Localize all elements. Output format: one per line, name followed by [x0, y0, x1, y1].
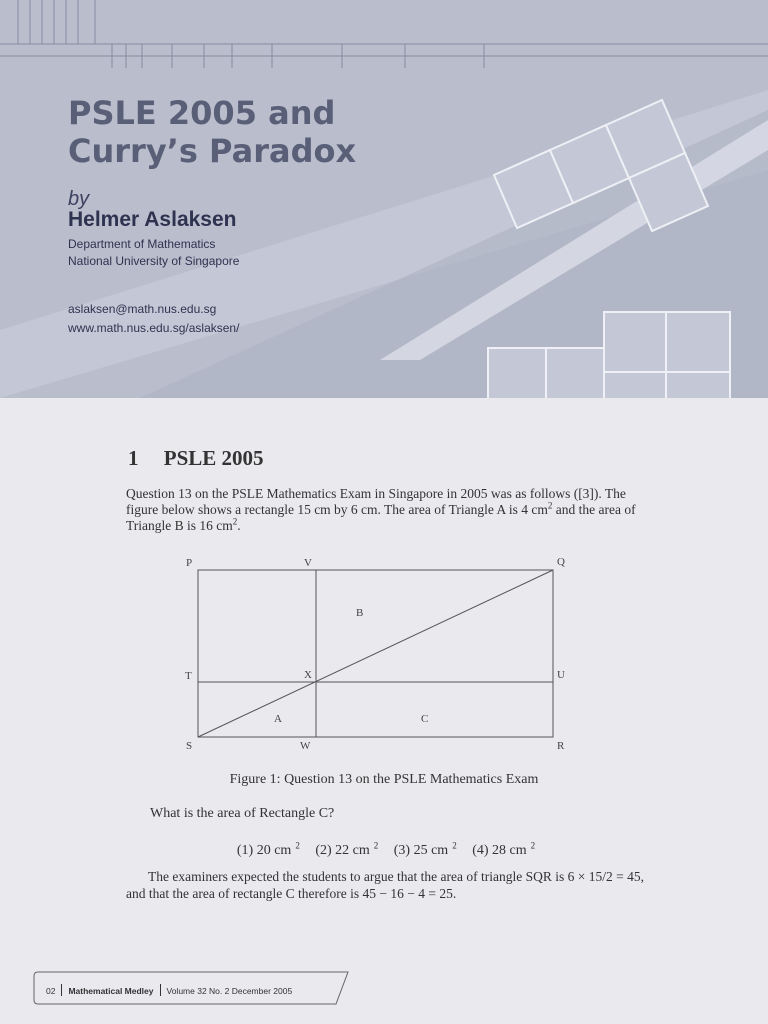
answer-options — [0, 840, 768, 859]
label-P: P — [186, 557, 193, 569]
option-label: (4) 28 cm — [472, 843, 527, 858]
superscript: 2 — [452, 840, 457, 851]
section-number: 1 — [128, 446, 139, 470]
page-footer — [32, 966, 352, 1008]
option-1 — [233, 840, 300, 858]
homepage-link[interactable]: www.math.nus.edu.sg/aslaksen/ — [68, 321, 240, 335]
label-A: A — [274, 713, 282, 725]
department: Department of Mathematics — [68, 237, 216, 251]
label-T: T — [185, 670, 192, 682]
option-3 — [390, 840, 457, 858]
option-2 — [311, 840, 379, 858]
label-S: S — [186, 740, 193, 752]
section-heading — [128, 446, 264, 471]
label-R: R — [557, 740, 565, 752]
decorative-background — [0, 0, 768, 398]
label-Q: Q — [557, 556, 565, 568]
article-title: PSLE 2005 and Curry’s Paradox — [68, 94, 357, 170]
section-title: PSLE 2005 — [163, 446, 264, 470]
label-B: B — [356, 607, 364, 619]
para1-text: and the area of Triangle B is 16 cm — [126, 502, 636, 533]
issue-info: Volume 32 No. 2 December 2005 — [166, 986, 293, 996]
footer-text — [46, 984, 292, 996]
footer-divider — [160, 984, 161, 996]
header-banner — [0, 0, 768, 398]
page-number: 02 — [46, 986, 56, 996]
byline: by — [68, 188, 90, 210]
contact-info — [68, 300, 239, 338]
footer-divider — [61, 984, 62, 996]
label-U: U — [557, 669, 565, 681]
option-label: (2) 22 cm — [315, 843, 370, 858]
para2-text: The examiners expected the students to argue that the area of triangle SQR is 6 × 15/2 = 45, and that the area of rectangle C therefore is 45 − 16 − 4 = 25. — [126, 869, 644, 901]
para1-text: . — [237, 518, 241, 533]
explanation-paragraph — [126, 868, 646, 902]
rectangle-figure — [176, 552, 576, 757]
superscript: 2 — [295, 840, 300, 851]
intro-paragraph — [126, 486, 646, 534]
option-label: (1) 20 cm — [236, 843, 292, 858]
journal-name: Mathematical Medley — [68, 986, 154, 996]
figure-caption: Figure 1: Question 13 on the PSLE Mathematics Exam — [229, 772, 539, 787]
superscript: 2 — [373, 840, 379, 851]
label-C: C — [421, 713, 429, 725]
superscript: 2 — [530, 840, 536, 851]
superscript: 2 — [547, 500, 553, 511]
label-W: W — [300, 740, 311, 752]
question-text: What is the area of Rectangle C? — [150, 806, 335, 821]
author-name: Helmer Aslaksen — [68, 208, 237, 231]
option-4 — [468, 840, 536, 858]
email-link[interactable]: aslaksen@math.nus.edu.sg — [68, 302, 217, 316]
university: National University of Singapore — [68, 254, 240, 268]
superscript: 2 — [232, 516, 238, 527]
para1-text: Question 13 on the PSLE Mathematics Exam in Singapore in 2005 was as follows ([3]). The figure below shows a rectangle 15 cm by 6 cm. The area of Triangle A is 4 cm — [126, 486, 626, 517]
label-V: V — [304, 557, 312, 569]
diagonal-SQ — [198, 570, 553, 737]
option-label: (3) 25 cm — [393, 843, 449, 858]
label-X: X — [304, 669, 312, 681]
affiliation — [68, 236, 239, 270]
